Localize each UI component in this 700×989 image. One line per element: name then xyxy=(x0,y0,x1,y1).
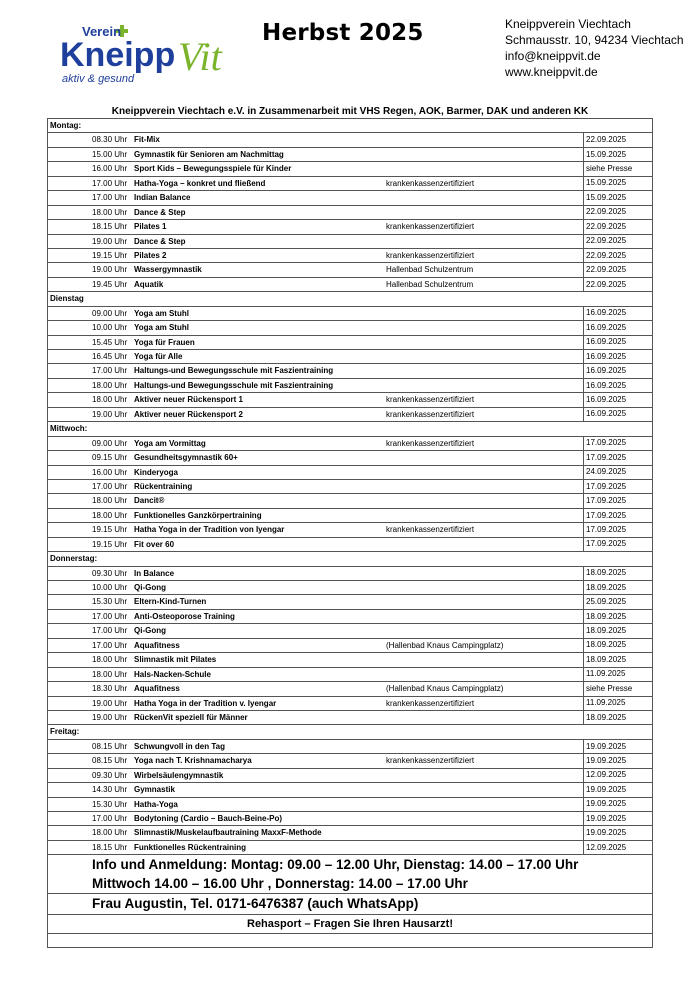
course-row xyxy=(48,277,653,291)
course-name: Hals-Nacken-Schule xyxy=(134,669,211,679)
course-name: Kinderyoga xyxy=(134,467,179,477)
course-cell xyxy=(48,624,584,638)
course-row xyxy=(48,537,653,551)
course-row xyxy=(48,653,653,667)
course-start-date: 22.09.2025 xyxy=(584,263,653,277)
course-name: Yoga am Stuhl xyxy=(134,323,189,333)
course-row xyxy=(48,783,653,797)
course-cell xyxy=(48,350,584,364)
course-name: RückenVit speziell für Männer xyxy=(134,712,248,722)
course-start-date: 17.09.2025 xyxy=(584,537,653,551)
course-name: Yoga am Stuhl xyxy=(134,308,189,318)
course-row xyxy=(48,581,653,595)
logo-vit-text: Vit xyxy=(178,34,222,79)
course-time: 09.15 Uhr xyxy=(92,453,128,463)
course-cell xyxy=(48,248,584,262)
course-cell xyxy=(48,479,584,493)
course-cell xyxy=(48,147,584,161)
course-cell xyxy=(48,682,584,696)
course-name: Hatha-Yoga – konkret und fließend xyxy=(134,178,266,188)
course-start-date: 12.09.2025 xyxy=(584,768,653,782)
course-time: 16.00 Uhr xyxy=(92,467,128,477)
course-start-date: 16.09.2025 xyxy=(584,364,653,378)
course-cell xyxy=(48,306,584,320)
course-name: Wirbelsäulengymnastik xyxy=(134,770,224,780)
course-row xyxy=(48,840,653,854)
course-time: 17.00 Uhr xyxy=(92,366,128,376)
course-note: krankenkassenzertifiziert xyxy=(386,525,475,535)
course-cell xyxy=(48,840,584,854)
course-row xyxy=(48,220,653,234)
course-time: 18.00 Uhr xyxy=(92,828,128,838)
course-time: 10.00 Uhr xyxy=(92,323,128,333)
course-start-date: 11.09.2025 xyxy=(584,696,653,710)
course-start-date: 15.09.2025 xyxy=(584,191,653,205)
course-row xyxy=(48,696,653,710)
course-note: Hallenbad Schulzentrum xyxy=(386,265,474,275)
course-row xyxy=(48,378,653,392)
course-time: 08.15 Uhr xyxy=(92,756,128,766)
course-time: 18.00 Uhr xyxy=(92,395,128,405)
course-start-date: 17.09.2025 xyxy=(584,523,653,537)
course-name: Aquafitness xyxy=(134,640,180,650)
course-start-date: 18.09.2025 xyxy=(584,581,653,595)
course-row xyxy=(48,595,653,609)
day-header-row xyxy=(48,552,653,566)
course-start-date: 16.09.2025 xyxy=(584,321,653,335)
course-cell xyxy=(48,653,584,667)
course-row xyxy=(48,205,653,219)
course-row xyxy=(48,407,653,421)
course-name: Gymnastik für Senioren am Nachmittag xyxy=(134,149,284,159)
course-start-date: 16.09.2025 xyxy=(584,335,653,349)
course-note: krankenkassenzertifiziert xyxy=(386,250,475,260)
course-row xyxy=(48,739,653,753)
course-cell xyxy=(48,667,584,681)
course-cell xyxy=(48,508,584,522)
course-start-date: 22.09.2025 xyxy=(584,248,653,262)
course-time: 18.15 Uhr xyxy=(92,222,128,232)
day-label: Dienstag xyxy=(48,292,653,306)
course-cell xyxy=(48,176,584,190)
day-label: Montag: xyxy=(48,119,653,133)
footer-section xyxy=(48,855,653,948)
course-name: Yoga für Frauen xyxy=(134,337,195,347)
course-note: krankenkassenzertifiziert xyxy=(386,409,475,419)
course-row xyxy=(48,436,653,450)
schedule-body xyxy=(48,119,653,855)
course-start-date: 19.09.2025 xyxy=(584,739,653,753)
day-header-row xyxy=(48,725,653,739)
logo-tagline: aktiv & gesund xyxy=(62,73,135,85)
course-cell xyxy=(48,393,584,407)
rehasport-line: Rehasport – Fragen Sie Ihren Hausarzt! xyxy=(48,915,653,934)
address-website: www.kneippvit.de xyxy=(505,65,598,79)
course-time: 19.15 Uhr xyxy=(92,525,128,535)
course-cell xyxy=(48,191,584,205)
course-row xyxy=(48,812,653,826)
blank-cell xyxy=(48,934,653,948)
day-header-row xyxy=(48,422,653,436)
course-cell xyxy=(48,581,584,595)
course-row xyxy=(48,566,653,580)
course-time: 19.00 Uhr xyxy=(92,265,128,275)
course-row xyxy=(48,797,653,811)
course-name: Hatha Yoga in der Tradition von Iyengar xyxy=(134,525,285,535)
course-cell xyxy=(48,335,584,349)
page-title: Herbst 2025 xyxy=(262,20,424,46)
course-cell xyxy=(48,364,584,378)
course-start-date: 18.09.2025 xyxy=(584,609,653,623)
course-time: 19.45 Uhr xyxy=(92,279,128,289)
course-time: 16.00 Uhr xyxy=(92,164,128,174)
course-row xyxy=(48,508,653,522)
course-name: Haltungs-und Bewegungsschule mit Faszientraining xyxy=(134,380,334,390)
course-start-date: 18.09.2025 xyxy=(584,638,653,652)
course-cell xyxy=(48,595,584,609)
course-cell xyxy=(48,609,584,623)
course-cell xyxy=(48,754,584,768)
course-cell xyxy=(48,451,584,465)
course-name: Wassergymnastik xyxy=(134,265,202,275)
logo-verein-text: Verein xyxy=(82,24,122,39)
course-name: Sport Kids – Bewegungsspiele für Kinder xyxy=(134,164,292,174)
course-row xyxy=(48,768,653,782)
course-row xyxy=(48,479,653,493)
logo-kneipp-text: Kneipp xyxy=(60,36,176,74)
course-row xyxy=(48,494,653,508)
course-name: Qi-Gong xyxy=(134,583,166,592)
course-time: 19.15 Uhr xyxy=(92,250,128,260)
course-time: 08.15 Uhr xyxy=(92,741,128,751)
course-time: 19.00 Uhr xyxy=(92,236,128,246)
course-row xyxy=(48,234,653,248)
course-cell xyxy=(48,638,584,652)
course-time: 14.30 Uhr xyxy=(92,785,128,795)
course-row xyxy=(48,624,653,638)
course-start-date: 22.09.2025 xyxy=(584,277,653,291)
course-time: 08.30 Uhr xyxy=(92,135,128,145)
course-name: Yoga nach T. Krishnamacharya xyxy=(134,756,252,766)
course-time: 17.00 Uhr xyxy=(92,640,128,650)
course-name: Dance & Step xyxy=(134,236,186,246)
course-time: 18.00 Uhr xyxy=(92,655,128,665)
course-cell xyxy=(48,465,584,479)
course-start-date: 15.09.2025 xyxy=(584,147,653,161)
course-start-date: 19.09.2025 xyxy=(584,783,653,797)
course-row xyxy=(48,248,653,262)
course-start-date: 18.09.2025 xyxy=(584,624,653,638)
course-cell xyxy=(48,436,584,450)
course-time: 09.00 Uhr xyxy=(92,438,128,448)
course-name: Fit over 60 xyxy=(134,539,175,549)
course-cell xyxy=(48,321,584,335)
course-name: Eltern-Kind-Turnen xyxy=(134,597,207,607)
rehasport-row xyxy=(48,915,653,934)
day-label: Mittwoch: xyxy=(48,422,653,436)
course-note: (Hallenbad Knaus Campingplatz) xyxy=(386,640,504,650)
course-time: 17.00 Uhr xyxy=(92,481,128,491)
course-cell xyxy=(48,220,584,234)
course-time: 19.15 Uhr xyxy=(92,539,128,549)
course-row xyxy=(48,364,653,378)
course-start-date: 19.09.2025 xyxy=(584,754,653,768)
course-row xyxy=(48,147,653,161)
course-note: Hallenbad Schulzentrum xyxy=(386,279,474,289)
day-label: Donnerstag: xyxy=(48,552,653,566)
course-row xyxy=(48,306,653,320)
course-time: 18.00 Uhr xyxy=(92,496,128,506)
course-cell xyxy=(48,523,584,537)
course-row xyxy=(48,162,653,176)
course-row xyxy=(48,523,653,537)
course-start-date: 24.09.2025 xyxy=(584,465,653,479)
course-time: 18.00 Uhr xyxy=(92,380,128,390)
course-start-date: 16.09.2025 xyxy=(584,407,653,421)
course-start-date: 12.09.2025 xyxy=(584,840,653,854)
course-row xyxy=(48,176,653,190)
course-cell xyxy=(48,768,584,782)
course-name: Aquatik xyxy=(134,279,164,289)
blank-row xyxy=(48,934,653,948)
subtitle: Kneippverein Viechtach e.V. in Zusammenarbeit mit VHS Regen, AOK, Barmer, DAK und anderen KK xyxy=(111,106,589,117)
course-name: Qi-Gong xyxy=(134,626,166,636)
course-time: 17.00 Uhr xyxy=(92,178,128,188)
course-row xyxy=(48,826,653,840)
course-start-date: siehe Presse xyxy=(584,162,653,176)
course-row xyxy=(48,682,653,696)
course-start-date: 22.09.2025 xyxy=(584,220,653,234)
schedule-table xyxy=(47,118,653,948)
course-name: Pilates 1 xyxy=(134,222,167,232)
day-header-row xyxy=(48,292,653,306)
course-name: Fit-Mix xyxy=(134,135,160,145)
course-start-date: 17.09.2025 xyxy=(584,436,653,450)
address-street: Schmausstr. 10, 94234 Viechtach xyxy=(505,33,684,47)
kneippvit-logo xyxy=(60,22,228,94)
course-name: Yoga für Alle xyxy=(134,352,183,361)
course-row xyxy=(48,133,653,147)
course-name: Bodytoning (Cardio – Bauch-Beine-Po) xyxy=(134,814,282,823)
course-cell xyxy=(48,739,584,753)
course-cell xyxy=(48,537,584,551)
course-cell xyxy=(48,566,584,580)
course-cell xyxy=(48,234,584,248)
course-row xyxy=(48,263,653,277)
course-row xyxy=(48,667,653,681)
course-start-date: 18.09.2025 xyxy=(584,653,653,667)
course-time: 15.45 Uhr xyxy=(92,337,128,347)
course-name: Hatha Yoga in der Tradition v. Iyengar xyxy=(134,698,277,708)
course-name: Aktiver neuer Rückensport 1 xyxy=(134,395,243,405)
info-line-2: Mittwoch 14.00 – 16.00 Uhr , Donnerstag: 14.00 – 17.00 Uhr xyxy=(48,874,653,894)
course-time: 17.00 Uhr xyxy=(92,193,128,203)
course-time: 19.00 Uhr xyxy=(92,712,128,722)
course-note: krankenkassenzertifiziert xyxy=(386,756,475,766)
course-time: 18.00 Uhr xyxy=(92,207,128,217)
course-start-date: 15.09.2025 xyxy=(584,176,653,190)
course-cell xyxy=(48,277,584,291)
course-start-date: 22.09.2025 xyxy=(584,133,653,147)
course-cell xyxy=(48,205,584,219)
course-start-date: 16.09.2025 xyxy=(584,350,653,364)
course-cell xyxy=(48,378,584,392)
course-cell xyxy=(48,783,584,797)
course-start-date: 25.09.2025 xyxy=(584,595,653,609)
course-start-date: 17.09.2025 xyxy=(584,479,653,493)
course-name: Pilates 2 xyxy=(134,250,167,260)
course-name: In Balance xyxy=(134,568,175,578)
course-start-date: 19.09.2025 xyxy=(584,812,653,826)
course-cell xyxy=(48,263,584,277)
course-row xyxy=(48,465,653,479)
course-time: 17.00 Uhr xyxy=(92,626,128,636)
course-name: Indian Balance xyxy=(134,193,191,203)
course-start-date: 22.09.2025 xyxy=(584,205,653,219)
contact-line: Frau Augustin, Tel. 0171-6476387 (auch WhatsApp) xyxy=(48,894,653,915)
course-cell xyxy=(48,162,584,176)
course-start-date: 19.09.2025 xyxy=(584,797,653,811)
course-time: 17.00 Uhr xyxy=(92,611,128,621)
course-name: Funktionelles Rückentraining xyxy=(134,842,247,852)
course-note: krankenkassenzertifiziert xyxy=(386,698,475,708)
info-line-1: Info und Anmeldung: Montag: 09.00 – 12.00 Uhr, Dienstag: 14.00 – 17.00 Uhr xyxy=(48,855,653,874)
course-row xyxy=(48,609,653,623)
course-name: Haltungs-und Bewegungsschule mit Faszientraining xyxy=(134,366,334,376)
info-row-2 xyxy=(48,874,653,894)
course-time: 18.00 Uhr xyxy=(92,669,128,679)
address-org: Kneippverein Viechtach xyxy=(505,17,631,31)
course-name: Schwungvoll in den Tag xyxy=(134,741,225,751)
course-time: 10.00 Uhr xyxy=(92,583,128,592)
course-row xyxy=(48,191,653,205)
info-row-1 xyxy=(48,855,653,874)
course-time: 15.30 Uhr xyxy=(92,597,128,607)
course-name: Dancit® xyxy=(134,496,165,506)
course-start-date: 17.09.2025 xyxy=(584,494,653,508)
day-label: Freitag: xyxy=(48,725,653,739)
course-cell xyxy=(48,812,584,826)
course-name: Slimnastik mit Pilates xyxy=(134,655,217,665)
course-name: Rückentraining xyxy=(134,481,193,491)
course-note: krankenkassenzertifiziert xyxy=(386,178,475,188)
course-time: 09.00 Uhr xyxy=(92,308,128,318)
course-start-date: 16.09.2025 xyxy=(584,378,653,392)
course-name: Aquafitness xyxy=(134,684,180,694)
course-cell xyxy=(48,710,584,724)
course-start-date: 17.09.2025 xyxy=(584,508,653,522)
course-name: Anti-Osteoporose Training xyxy=(134,611,235,621)
course-time: 17.00 Uhr xyxy=(92,814,128,823)
course-row xyxy=(48,710,653,724)
course-row xyxy=(48,393,653,407)
course-cell xyxy=(48,494,584,508)
course-name: Yoga am Vormittag xyxy=(134,438,206,448)
course-note: (Hallenbad Knaus Campingplatz) xyxy=(386,684,504,694)
course-cell xyxy=(48,797,584,811)
course-start-date: 16.09.2025 xyxy=(584,393,653,407)
course-time: 19.00 Uhr xyxy=(92,698,128,708)
course-start-date: siehe Presse xyxy=(584,682,653,696)
course-cell xyxy=(48,696,584,710)
course-start-date: 18.09.2025 xyxy=(584,710,653,724)
course-row xyxy=(48,638,653,652)
course-start-date: 18.09.2025 xyxy=(584,566,653,580)
course-start-date: 22.09.2025 xyxy=(584,234,653,248)
course-start-date: 16.09.2025 xyxy=(584,306,653,320)
address-email: info@kneippvit.de xyxy=(505,49,601,63)
course-name: Gesundheitsgymnastik 60+ xyxy=(134,453,238,463)
course-name: Funktionelles Ganzkörpertraining xyxy=(134,510,262,520)
course-time: 15.00 Uhr xyxy=(92,149,128,159)
course-note: krankenkassenzertifiziert xyxy=(386,395,475,405)
course-time: 18.00 Uhr xyxy=(92,510,128,520)
course-cell xyxy=(48,826,584,840)
course-note: krankenkassenzertifiziert xyxy=(386,222,475,232)
course-row xyxy=(48,451,653,465)
contact-row xyxy=(48,894,653,915)
course-name: Hatha-Yoga xyxy=(134,799,178,809)
course-start-date: 11.09.2025 xyxy=(584,667,653,681)
course-row xyxy=(48,321,653,335)
course-time: 09.30 Uhr xyxy=(92,568,128,578)
day-header-row xyxy=(48,119,653,133)
course-row xyxy=(48,335,653,349)
course-note: krankenkassenzertifiziert xyxy=(386,438,475,448)
course-cell xyxy=(48,133,584,147)
course-start-date: 17.09.2025 xyxy=(584,451,653,465)
course-time: 18.30 Uhr xyxy=(92,684,128,694)
course-cell xyxy=(48,407,584,421)
course-time: 15.30 Uhr xyxy=(92,799,128,809)
course-row xyxy=(48,754,653,768)
course-time: 19.00 Uhr xyxy=(92,409,128,419)
course-row xyxy=(48,350,653,364)
course-name: Gymnastik xyxy=(134,785,175,795)
course-start-date: 19.09.2025 xyxy=(584,826,653,840)
address-block xyxy=(505,16,684,80)
course-time: 09.30 Uhr xyxy=(92,770,128,780)
kneippvit-logo-graphic xyxy=(60,22,228,94)
course-name: Dance & Step xyxy=(134,207,186,217)
course-time: 18.15 Uhr xyxy=(92,842,128,852)
course-name: Aktiver neuer Rückensport 2 xyxy=(134,409,243,419)
course-name: Slimnastik/Muskelaufbautraining MaxxF-Methode xyxy=(134,828,322,838)
course-time: 16.45 Uhr xyxy=(92,352,128,361)
